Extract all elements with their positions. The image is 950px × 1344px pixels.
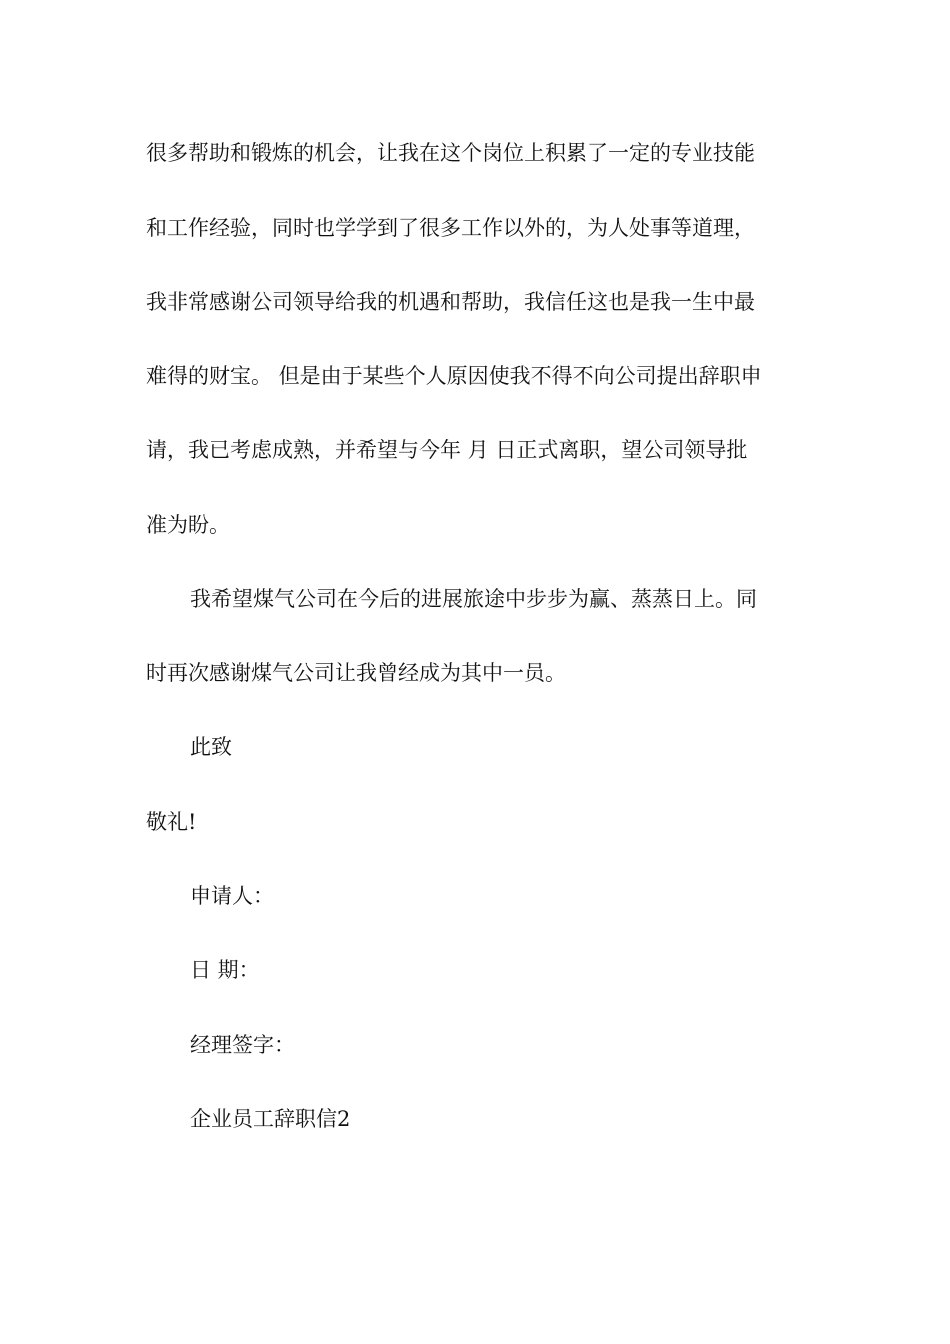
paragraph-line-1: 很多帮助和锻炼的机会，让我在这个岗位上积累了一定的专业技能 xyxy=(146,141,755,165)
closing-salute: 敬礼! xyxy=(146,810,197,834)
closing-greeting: 此致 xyxy=(190,735,232,759)
paragraph-line-5: 请，我已考虑成熟，并希望与今年 月 日正式离职，望公司领导批 xyxy=(146,438,748,462)
paragraph-line-4: 难得的财宝。 但是由于某些个人原因使我不得不向公司提出辞职申 xyxy=(146,364,762,388)
paragraph-line-2: 和工作经验，同时也学学到了很多工作以外的，为人处事等道理， xyxy=(146,216,755,240)
manager-signature-label: 经理签字： xyxy=(190,1033,295,1057)
paragraph-line-6: 准为盼。 xyxy=(146,513,230,537)
paragraph-2-line-2: 时再次感谢煤气公司让我曾经成为其中一员。 xyxy=(146,661,566,685)
applicant-label: 申请人： xyxy=(190,884,274,908)
date-label: 日 期： xyxy=(190,958,260,982)
paragraph-2-line-1: 我希望煤气公司在今后的进展旅途中步步为赢、蒸蒸日上。同 xyxy=(190,587,757,611)
section-heading: 企业员工辞职信2 xyxy=(190,1107,351,1131)
paragraph-line-3: 我非常感谢公司领导给我的机遇和帮助，我信任这也是我一生中最 xyxy=(146,290,755,314)
